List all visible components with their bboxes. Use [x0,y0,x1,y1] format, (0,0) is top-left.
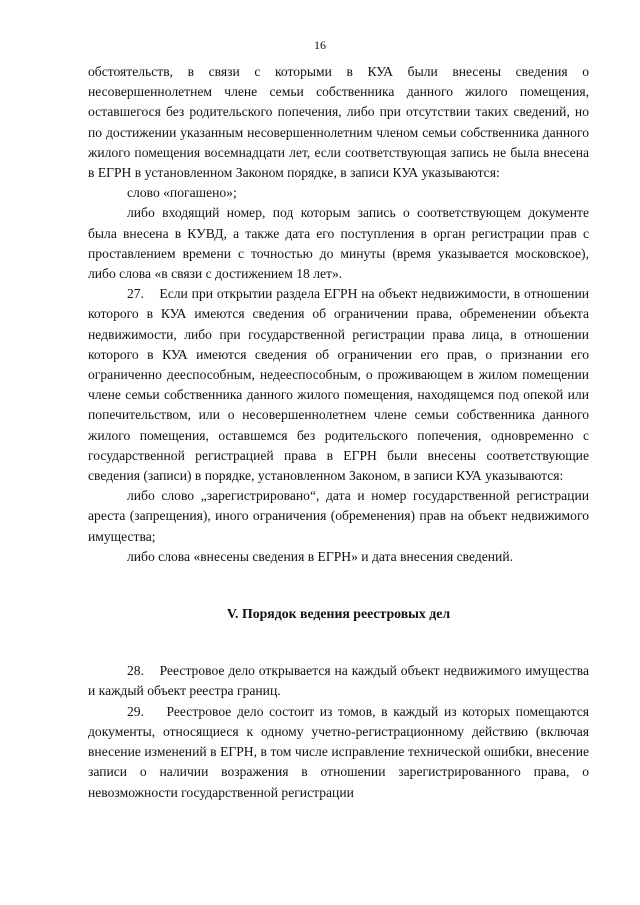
paragraph-continuation: обстоятельств, в связи с которыми в КУА были внесены сведения о несовершеннолетнем члене семьи собственника данного жилого помещения, оставшегося без родительского попечения, либо при отсутствии таких сведений, но по достижении указанным несовершеннолетним членом семьи собственника данного жилого помещения восемнадцати лет, если соответствующая запись не была внесена в ЕГРН в установленном Законом порядке, в записи КУА указываются: [88,64,589,181]
document-body [88,62,589,803]
section-heading: V. Порядок ведения реестровых дел [226,606,451,622]
paragraph-item-28: 28. Реестровое дело открывается на каждый объект недвижимого имущества и каждый объект реестра границ. [88,663,589,699]
paragraph-incoming-number: либо входящий номер, под которым запись о соответствующем документе была внесена в КУВД, а также дата его поступления в орган регистрации прав с проставлением времени с точностью до минуты (время указывается московское), либо слова «в связи с достижением 18 лет». [88,205,589,282]
paragraph-registered: либо слово „зарегистрировано“, дата и номер государственной регистрации ареста (запрещения), иного ограничения (обременения) прав на объект недвижимого имущества; [88,488,589,544]
page-number: 16 [314,38,326,52]
paragraph-word-cancelled: слово «погашено»; [127,185,237,201]
paragraph-entered-info: либо слова «внесены сведения в ЕГРН» и дата внесения сведений. [127,548,513,564]
paragraph-item-29: 29. Реестровое дело состоит из томов, в каждый из которых помещаются документы, относящиеся к одному учетно-регистрационному действию (включая внесение изменений в ЕГРН, в том числе исправление технической ошибки, внесение записи о наличии возражения в отношении зарегистрированного права, о невозможности государственной регистрации [88,703,589,800]
paragraph-item-27: 27. Если при открытии раздела ЕГРН на объект недвижимости, в отношении которого в КУА имеются сведения об ограничении права, обременении объекта недвижимости, либо при государственной регистрации права лица, в отношении которого в КУА имеются сведения об ограничении его прав, о признании его ограниченно дееспособным, недееспособным, о проживающем в жилом помещении члене семьи собственника данного жилого помещения, находящемся под опекой или попечительством, или о несовершеннолетнем члене семьи собственника данного жилого помещения, оставшемся без родительского попечения, одновременно с государственной регистрацией права в ЕГРН были внесены соответствующие сведения (записи) в порядке, установленном Законом, в записи КУА указываются: [88,286,589,484]
